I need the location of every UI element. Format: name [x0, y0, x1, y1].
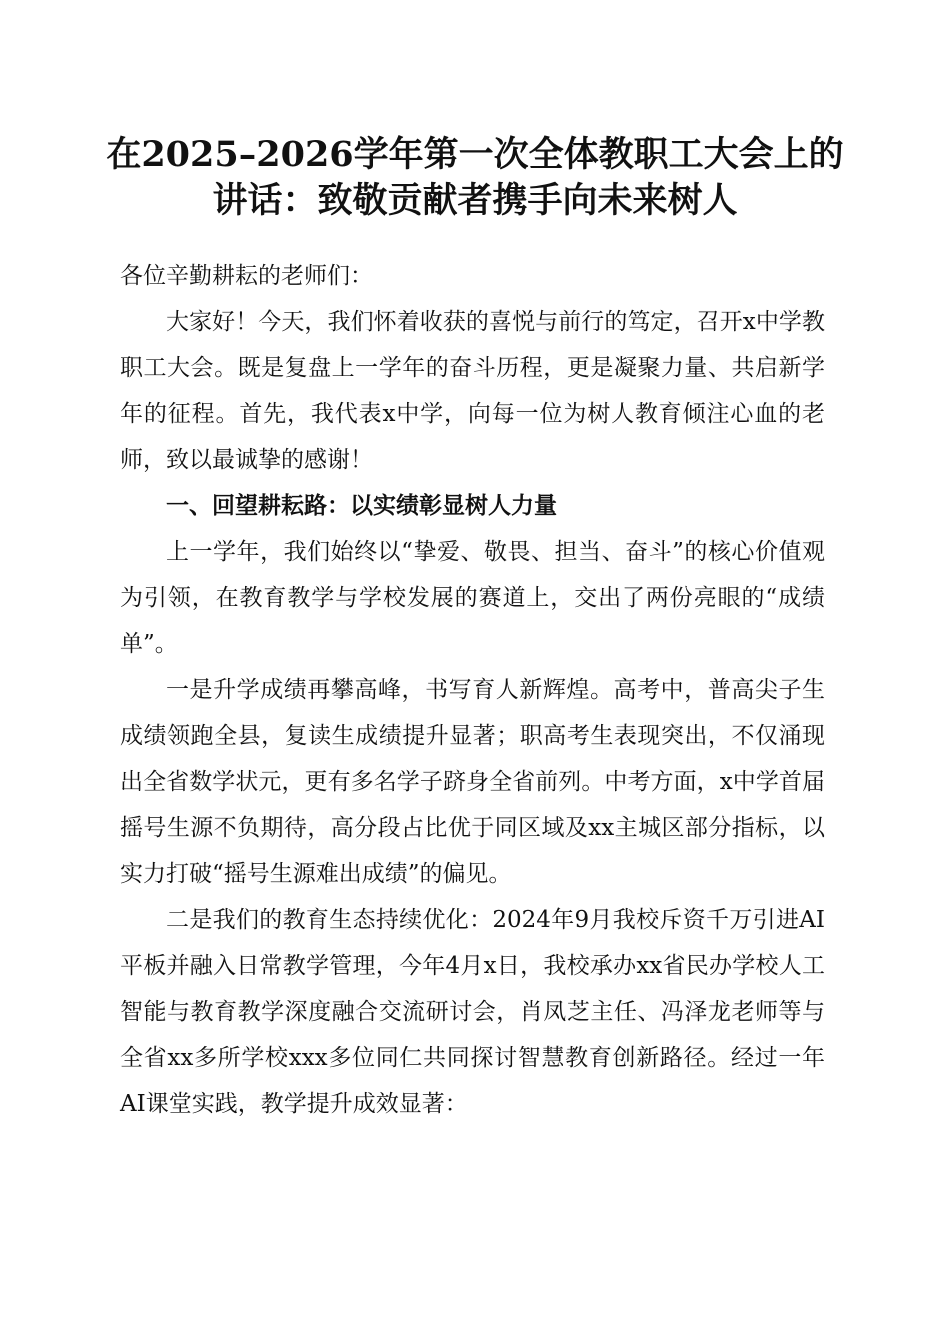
paragraph-review: 上一学年，我们始终以“挚爱、敬畏、担当、奋斗”的核心价值观为引领，在教育教学与学校发展的赛道上，交出了两份亮眼的“成绩单”。: [120, 539, 825, 657]
title-line-2: 讲话：致敬贡献者携手向未来树人: [212, 180, 738, 221]
document-title: [100, 132, 850, 224]
paragraph-greeting: 大家好！今天，我们怀着收获的喜悦与前行的笃定，召开x中学教职工大会。既是复盘上一学年的奋斗历程，更是凝聚力量、共启新学年的征程。首先，我代表x中学，向每一位为树人教育倾注心血的老师，致以最诚挚的感谢！: [120, 309, 825, 473]
section-heading-1: 一、回望耕耘路：以实绩彰显树人力量: [166, 493, 557, 519]
document-body: [120, 253, 825, 1127]
paragraph-achievement-2: 二是我们的教育生态持续优化：2024年9月我校斥资千万引进AI平板并融入日常教学管理，今年4月x日，我校承办xx省民办学校人工智能与教育教学深度融合交流研讨会，肖凤芝主任、冯泽龙老师等与全省xx多所学校xxx多位同仁共同探讨智慧教育创新路径。经过一年AI课堂实践，教学提升成效显著：: [120, 907, 825, 1117]
salutation: 各位辛勤耕耘的老师们：: [120, 263, 373, 289]
title-line-1: 在2025–2026学年第一次全体教职工大会上的: [106, 134, 844, 175]
paragraph-achievement-1: 一是升学成绩再攀高峰，书写育人新辉煌。高考中，普高尖子生成绩领跑全县，复读生成绩提升显著；职高考生表现突出，不仅涌现出全省数学状元，更有多名学子跻身全省前列。中考方面，x中学首届摇号生源不负期待，高分段占比优于同区域及xx主城区部分指标，以实力打破“摇号生源难出成绩”的偏见。: [120, 677, 825, 887]
